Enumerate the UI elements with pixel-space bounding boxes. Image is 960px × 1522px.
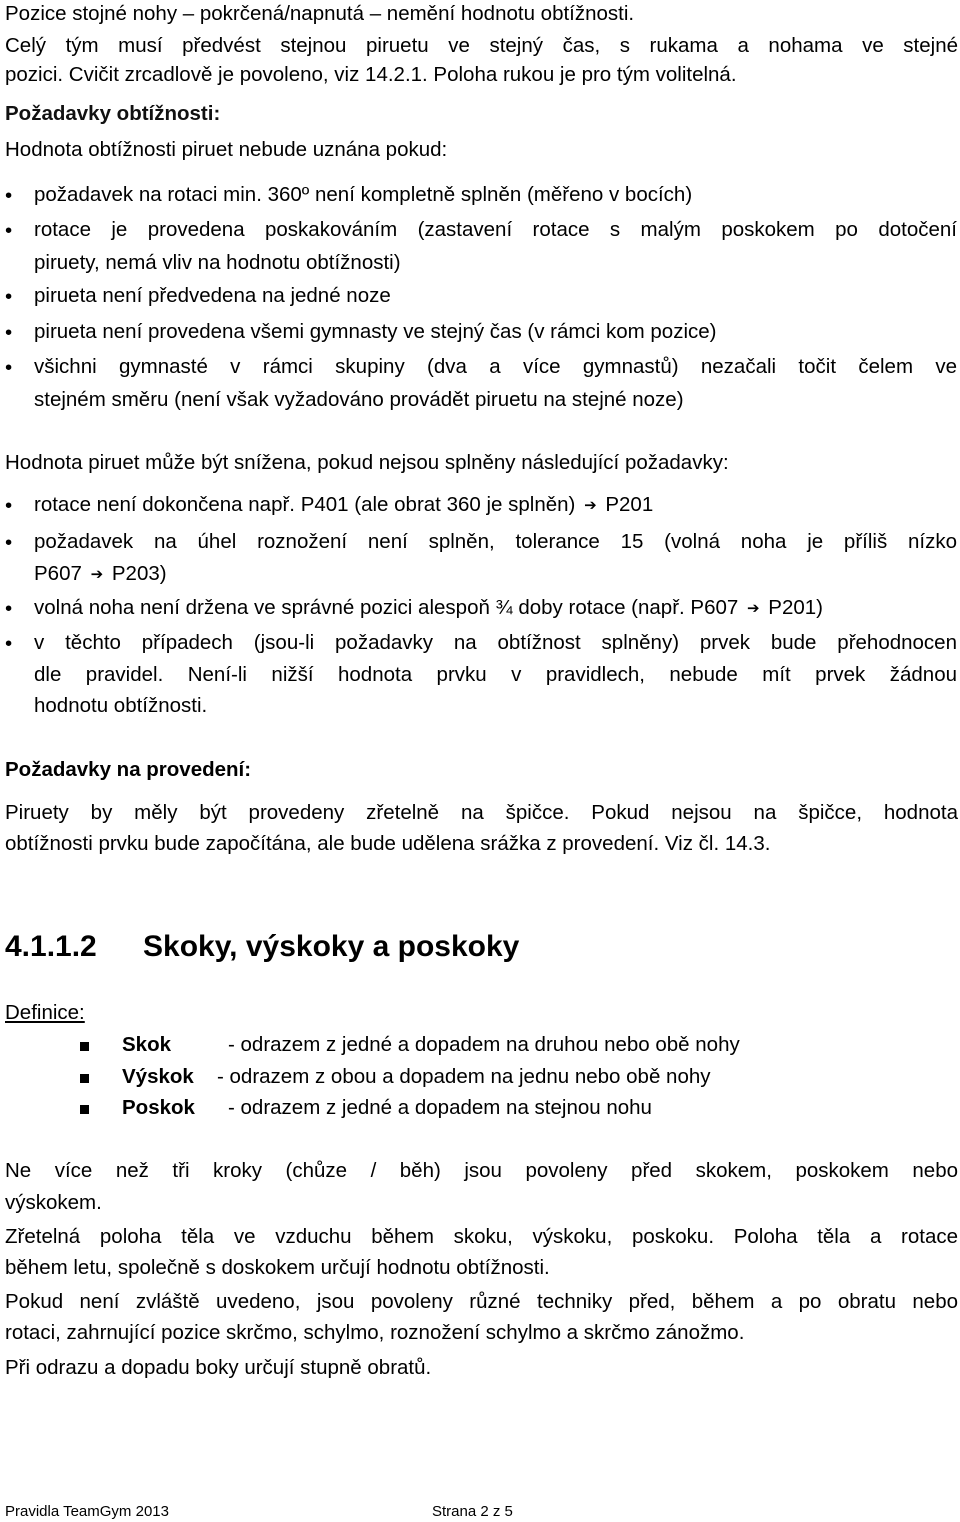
text-line: Celý tým musí předvést stejnou piruetu ve stejný čas, s rukama a nohama ve stejné (5, 34, 958, 57)
list-item: všichni gymnasté v rámci skupiny (dva a více gymnastů) nezačali točit čelem ve (34, 355, 957, 378)
bullet-icon (5, 632, 15, 656)
footer-left: Pravidla TeamGym 2013 (5, 1503, 169, 1520)
list-item (34, 493, 653, 518)
definition-desc: - odrazem z jedné a dopadem na druhou nebo obě nohy (228, 1033, 740, 1056)
square-bullet-icon (80, 1074, 89, 1083)
section-title: Skoky, výskoky a poskoky (143, 930, 520, 963)
list-item-cont (34, 562, 167, 587)
execution-heading: Požadavky na provedení: (5, 758, 252, 781)
bullet-icon (5, 321, 15, 345)
list-item-cont: stejném směru (není však vyžadováno provádět piruetu na stejné noze) (34, 388, 684, 411)
bullet-icon (5, 356, 15, 380)
text-line: Pokud není zvláště uvedeno, jsou povoleny různé techniky před, během a po obratu nebo (5, 1290, 958, 1313)
definition-term: Skok (122, 1033, 171, 1056)
square-bullet-icon (80, 1042, 89, 1051)
list-item: v těchto případech (jsou-li požadavky na obtížnost splněny) prvek bude přehodnocen (34, 631, 957, 654)
text-line: Piruety by měly být provedeny zřetelně na špičce. Pokud nejsou na špičce, hodnota (5, 801, 958, 824)
list-item-cont: piruety, nemá vliv na hodnotu obtížnosti) (34, 251, 401, 274)
list-item-text: P201) (768, 596, 824, 619)
list-item-cont: dle pravidel. Není-li nižší hodnota prvku v pravidlech, nebude mít prvek žádnou (34, 663, 957, 686)
bullet-icon (5, 494, 15, 518)
text-line: Zřetelná poloha těla ve vzduchu během skoku, výskoku, poskoku. Poloha těla a rotace (5, 1225, 958, 1248)
text-line: pozici. Cvičit zrcadlově je povoleno, viz 14.2.1. Poloha rukou je pro tým volitelná. (5, 63, 737, 86)
list-item: pirueta není předvedena na jedné noze (34, 284, 391, 307)
definition-term: Výskok (122, 1065, 194, 1088)
bullet-icon (5, 219, 15, 243)
list-item (34, 596, 823, 621)
arrow-right-icon: ➔ (584, 497, 597, 514)
definition-heading: Definice: (5, 1001, 85, 1024)
list-item-text: P607 (34, 562, 82, 585)
bullet-icon (5, 184, 15, 208)
list-item-text: P201 (605, 493, 654, 516)
text-line: Při odrazu a dopadu boky určují stupně obratů. (5, 1356, 432, 1379)
bullet-icon (5, 531, 15, 555)
definition-term: Poskok (122, 1096, 195, 1119)
text-line: obtížnosti prvku bude započítána, ale bude udělena srážka z provedení. Viz čl. 14.3. (5, 832, 771, 855)
list-item-text: rotace není dokončena např. P401 (ale obrat 360 je splněn) (34, 493, 576, 516)
arrow-right-icon: ➔ (90, 566, 104, 583)
definition-desc: - odrazem z jedné a dopadem na stejnou nohu (228, 1096, 652, 1119)
list-item: rotace je provedena poskakováním (zastavení rotace s malým poskokem po dotočení (34, 218, 957, 241)
arrow-right-icon: ➔ (747, 600, 760, 617)
list-item-cont: hodnotu obtížnosti. (34, 694, 208, 717)
text-line: Pozice stojné nohy – pokrčená/napnutá – nemění hodnotu obtížnosti. (5, 2, 635, 25)
square-bullet-icon (80, 1105, 89, 1114)
definition-desc: - odrazem z obou a dopadem na jednu nebo obě nohy (217, 1065, 711, 1088)
text-line: Ne více než tři kroky (chůze / běh) jsou povoleny před skokem, poskokem nebo (5, 1159, 958, 1182)
list-item: požadavek na úhel roznožení není splněn, tolerance 15 (volná noha je příliš nízko (34, 530, 957, 553)
reduction-intro: Hodnota piruet může být snížena, pokud nejsou splněny následující požadavky: (5, 451, 729, 474)
footer-page-number: Strana 2 z 5 (432, 1503, 513, 1520)
section-number: 4.1.1.2 (5, 930, 97, 963)
bullet-icon (5, 597, 15, 621)
text-line: výskokem. (5, 1191, 102, 1214)
list-item: pirueta není provedena všemi gymnasty ve stejný čas (v rámci kom pozice) (34, 320, 717, 343)
difficulty-intro: Hodnota obtížnosti piruet nebude uznána pokud: (5, 138, 448, 161)
list-item-text: volná noha není držena ve správné pozici alespoň ¾ doby rotace (např. P607 (34, 596, 739, 619)
text-line: během letu, společně s doskokem určují hodnotu obtížnosti. (5, 1256, 550, 1279)
list-item: požadavek na rotaci min. 360º není kompletně splněn (měřeno v bocích) (34, 183, 693, 206)
text-line: rotaci, zahrnující pozice skrčmo, schylmo, roznožení schylmo a skrčmo zánožmo. (5, 1321, 745, 1344)
difficulty-heading: Požadavky obtížnosti: (5, 102, 221, 125)
bullet-icon (5, 285, 15, 309)
list-item-text: P203) (111, 562, 167, 585)
